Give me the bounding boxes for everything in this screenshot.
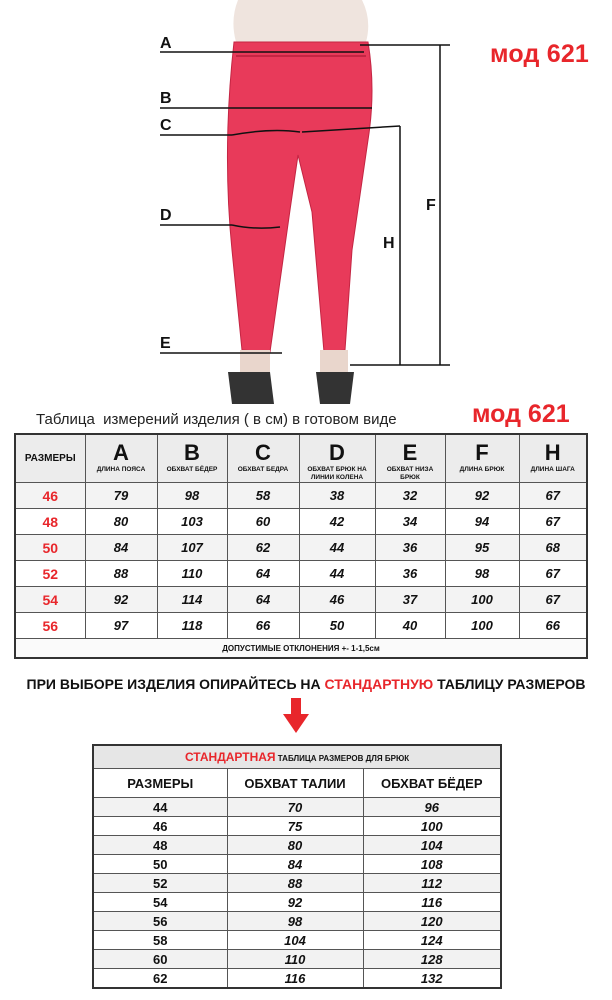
measure-cell: 98 (157, 483, 227, 509)
size-cell: 50 (15, 535, 85, 561)
label-a: A (160, 35, 172, 52)
pants-shape (227, 42, 372, 352)
std-waist-cell: 98 (227, 912, 363, 931)
standard-table-title (93, 745, 501, 769)
col-label: ДЛИНА ПОЯСА (96, 466, 146, 473)
standard-size-table (92, 744, 502, 989)
size-advice (0, 676, 612, 692)
measure-cell: 100 (445, 613, 519, 639)
measure-cell: 66 (519, 613, 587, 639)
standard-row (93, 836, 501, 855)
measurement-caption: Таблица измерений изделия ( в см) в готовом виде (36, 411, 397, 428)
measure-cell: 34 (375, 509, 445, 535)
model-label-mid: мод 621 (472, 400, 570, 428)
measure-cell: 67 (519, 587, 587, 613)
measure-cell: 66 (227, 613, 299, 639)
std-size-cell: 56 (93, 912, 227, 931)
measure-cell: 103 (157, 509, 227, 535)
std-waist-cell: 110 (227, 950, 363, 969)
standard-row (93, 969, 501, 989)
advice-text-after: ТАБЛИЦУ РАЗМЕРОВ (433, 676, 586, 692)
std-header-hip: ОБХВАТ БЁДЕР (363, 769, 501, 798)
std-size-cell: 62 (93, 969, 227, 989)
measure-cell: 95 (445, 535, 519, 561)
col-header-b (157, 434, 227, 483)
std-waist-cell: 88 (227, 874, 363, 893)
std-size-cell: 50 (93, 855, 227, 874)
measurement-row (15, 613, 587, 639)
std-hip-cell: 96 (363, 798, 501, 817)
tolerance-row (15, 639, 587, 659)
label-e: E (160, 335, 171, 352)
std-waist-cell: 84 (227, 855, 363, 874)
measure-cell: 36 (375, 561, 445, 587)
model-label-top: мод 621 (490, 40, 590, 68)
measure-cell: 46 (299, 587, 375, 613)
standard-row (93, 893, 501, 912)
down-arrow-icon (283, 698, 309, 734)
measure-cell: 64 (227, 587, 299, 613)
measurement-table (14, 433, 588, 659)
left-shoe (228, 372, 274, 404)
size-cell: 56 (15, 613, 85, 639)
pants-illustration (0, 0, 612, 405)
measure-cell: 32 (375, 483, 445, 509)
std-size-cell: 52 (93, 874, 227, 893)
std-size-cell: 54 (93, 893, 227, 912)
std-hip-cell: 100 (363, 817, 501, 836)
col-header-a (85, 434, 157, 483)
measurement-row (15, 483, 587, 509)
measure-cell: 94 (445, 509, 519, 535)
measure-cell: 110 (157, 561, 227, 587)
standard-row (93, 931, 501, 950)
col-letter: D (329, 440, 345, 465)
right-shoe (316, 372, 354, 404)
size-header: РАЗМЕРЫ (15, 434, 85, 483)
measure-cell: 64 (227, 561, 299, 587)
measure-cell: 68 (519, 535, 587, 561)
measure-cell: 107 (157, 535, 227, 561)
std-size-cell: 44 (93, 798, 227, 817)
measurement-row (15, 587, 587, 613)
measure-cell: 38 (299, 483, 375, 509)
std-size-cell: 48 (93, 836, 227, 855)
std-hip-cell: 124 (363, 931, 501, 950)
std-hip-cell: 116 (363, 893, 501, 912)
std-hip-cell: 128 (363, 950, 501, 969)
col-label: ОБХВАТ БЕДРА (237, 466, 289, 473)
standard-row (93, 912, 501, 931)
measure-cell: 62 (227, 535, 299, 561)
std-waist-cell: 70 (227, 798, 363, 817)
col-letter: E (402, 440, 418, 465)
right-ankle (320, 350, 348, 372)
size-cell: 46 (15, 483, 85, 509)
tolerance-note: ДОПУСТИМЫЕ ОТКЛОНЕНИЯ +- 1-1,5см (15, 639, 587, 659)
measure-cell: 92 (85, 587, 157, 613)
measure-cell: 67 (519, 561, 587, 587)
measurement-row (15, 535, 587, 561)
col-header-h (519, 434, 587, 483)
measure-cell: 60 (227, 509, 299, 535)
col-label: ОБХВАТ НИЗА БРЮК (386, 466, 434, 481)
measure-cell: 40 (375, 613, 445, 639)
standard-table-title-row (93, 745, 501, 769)
label-c: C (160, 117, 172, 134)
size-cell: 52 (15, 561, 85, 587)
measure-cell: 67 (519, 509, 587, 535)
measure-cell: 97 (85, 613, 157, 639)
label-f: F (426, 197, 436, 214)
col-letter: H (544, 440, 561, 465)
standard-title-rest: ТАБЛИЦА РАЗМЕРОВ ДЛЯ БРЮК (275, 754, 410, 763)
std-waist-cell: 75 (227, 817, 363, 836)
col-label: ОБХВАТ БЁДЕР (166, 466, 218, 473)
std-hip-cell: 112 (363, 874, 501, 893)
col-label: ДЛИНА ШАГА (530, 466, 575, 473)
advice-highlight: СТАНДАРТНУЮ (324, 676, 434, 692)
standard-row (93, 817, 501, 836)
col-header-e (375, 434, 445, 483)
measure-cell: 98 (445, 561, 519, 587)
measure-cell: 58 (227, 483, 299, 509)
standard-row (93, 855, 501, 874)
measurement-row (15, 561, 587, 587)
measure-cell: 50 (299, 613, 375, 639)
col-letter: C (255, 440, 271, 465)
std-waist-cell: 80 (227, 836, 363, 855)
std-hip-cell: 120 (363, 912, 501, 931)
col-letter: F (475, 440, 489, 465)
standard-row (93, 874, 501, 893)
col-label: ОБХВАТ БРЮК НА ЛИНИИ КОЛЕНА (307, 466, 367, 481)
label-d: D (160, 207, 172, 224)
torso (233, 0, 368, 42)
measure-cell: 42 (299, 509, 375, 535)
size-cell: 48 (15, 509, 85, 535)
std-size-cell: 46 (93, 817, 227, 836)
measure-cell: 67 (519, 483, 587, 509)
std-waist-cell: 104 (227, 931, 363, 950)
advice-text-before: ПРИ ВЫБОРЕ ИЗДЕЛИЯ ОПИРАЙТЕСЬ НА (26, 676, 325, 692)
std-header-size: РАЗМЕРЫ (93, 769, 227, 798)
col-header-c (227, 434, 299, 483)
measure-cell: 100 (445, 587, 519, 613)
measure-cell: 84 (85, 535, 157, 561)
col-header-f (445, 434, 519, 483)
measure-cell: 114 (157, 587, 227, 613)
std-hip-cell: 132 (363, 969, 501, 989)
std-size-cell: 58 (93, 931, 227, 950)
size-cell: 54 (15, 587, 85, 613)
standard-row (93, 950, 501, 969)
std-hip-cell: 108 (363, 855, 501, 874)
measure-cell: 118 (157, 613, 227, 639)
std-size-cell: 60 (93, 950, 227, 969)
col-label: ДЛИНА БРЮК (459, 466, 505, 473)
std-hip-cell: 104 (363, 836, 501, 855)
std-header-waist: ОБХВАТ ТАЛИИ (227, 769, 363, 798)
standard-row (93, 798, 501, 817)
measurement-header-row (15, 434, 587, 483)
measure-cell: 44 (299, 561, 375, 587)
std-waist-cell: 92 (227, 893, 363, 912)
measure-cell: 37 (375, 587, 445, 613)
col-letter: A (113, 440, 129, 465)
measure-cell: 80 (85, 509, 157, 535)
measure-cell: 36 (375, 535, 445, 561)
measure-cell: 44 (299, 535, 375, 561)
measure-cell: 92 (445, 483, 519, 509)
std-waist-cell: 116 (227, 969, 363, 989)
standard-title-highlight: СТАНДАРТНАЯ (184, 750, 276, 764)
measure-cell: 79 (85, 483, 157, 509)
label-h: H (383, 235, 395, 252)
measure-cell: 88 (85, 561, 157, 587)
measurement-row (15, 509, 587, 535)
label-b: B (160, 90, 172, 107)
col-letter: B (184, 440, 200, 465)
col-header-d (299, 434, 375, 483)
standard-header-row (93, 769, 501, 798)
